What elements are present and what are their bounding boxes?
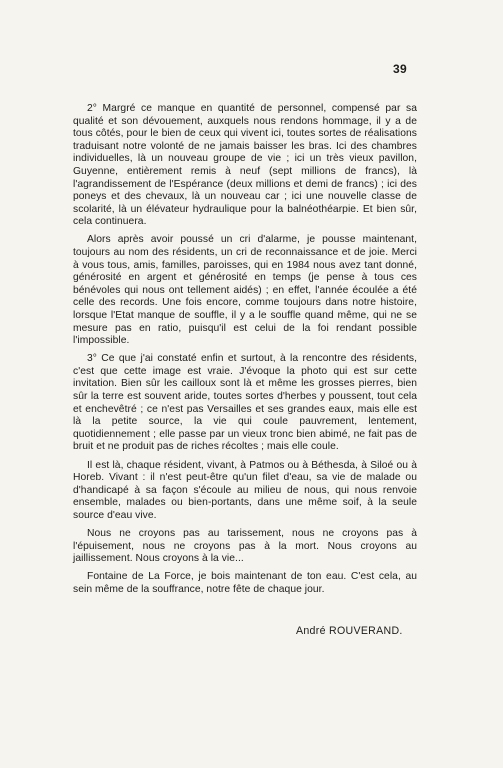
paragraph-6: Fontaine de La Force, je bois maintenant de ton eau. C'est cela, au sein même de la souffrance, notre fête de chaque jour. — [73, 571, 417, 595]
paragraph-3: 3° Ce que j'ai constaté enfin et surtout, à la rencontre des résidents, c'est que cette image est vraie. J'évoque la photo qui est sur cette invitation. Bien sûr les cailloux sont là et même les grosses pierres, bien sûr la terre est souvent aride, toutes sortes d'herbes y poussent, tout cela et enchevêtré ; ce n'est pas Versailles et ses grandes eaux, mais elle est là la petite source, la vie qui coule pauvrement, lentement, quotidiennement ; elle passe par un vieux tronc bien abimé, ne fait pas de bruit et ne produit pas de riches récoltes ; mais elle coule. — [73, 353, 417, 453]
paragraph-5: Nous ne croyons pas au tarissement, nous ne croyons pas à l'épuisement, nous ne croyons pas à la mort. Nous croyons au jaillissement. Nous croyons à la vie... — [73, 528, 417, 565]
paragraph-2: Alors après avoir poussé un cri d'alarme, je pousse maintenant, toujours au nom des résidents, un cri de reconnaissance et de joie. Merci à vous tous, amis, familles, paroisses, qui en 1984 nous avez tant donné, générosité en argent et générosité en temps (je pense à tous ces bénévoles qui nous ont tellement aidés) ; en effet, l'année écoulée a été celle des records. Une fois encore, comme toujours dans notre histoire, lorsque l'Etat manque de souffle, il y a le souffle quand même, qui ne se mesure pas en ratio, puisqu'il est celui de la foi rendant possible l'impossible. — [73, 234, 417, 347]
paragraph-1: 2° Margré ce manque en quantité de personnel, compensé par sa qualité et son dévouement, auxquels nous rendons hommage, il y a de tous côtés, pour le bien de ceux qui vivent ici, toutes sortes de réalisations traduisant notre volonté de ne jamais baisser les bras. Ici des chambres individuelles, là un nouveau groupe de vie ; ici un très vieux pavillon, Guyenne, entièrement remis à neuf (sept millions de francs), là l'agrandissement de l'Espérance (deux millions et demi de francs) ; ici des poneys et des chevaux, là un nouveau car ; ici une nouvelle classe de scolarité, là un élévateur hydraulique pour la balnéothéarpie. Et bien sûr, cela continuera. — [73, 103, 417, 228]
page-number: 39 — [393, 62, 407, 76]
author-signature: André ROUVERAND. — [296, 625, 403, 637]
paragraph-4: Il est là, chaque résident, vivant, à Patmos ou à Béthesda, à Siloé ou à Horeb. Vivant : il n'est peut-être qu'un filet d'eau, sa vie de malade ou d'handicapé à sa façon s'écoule au milieu de nous, qui nous renvoie ensemble, malades ou bien-portants, dans une même soif, à la seule source d'eau vive. — [73, 459, 417, 521]
body-text — [73, 103, 417, 602]
